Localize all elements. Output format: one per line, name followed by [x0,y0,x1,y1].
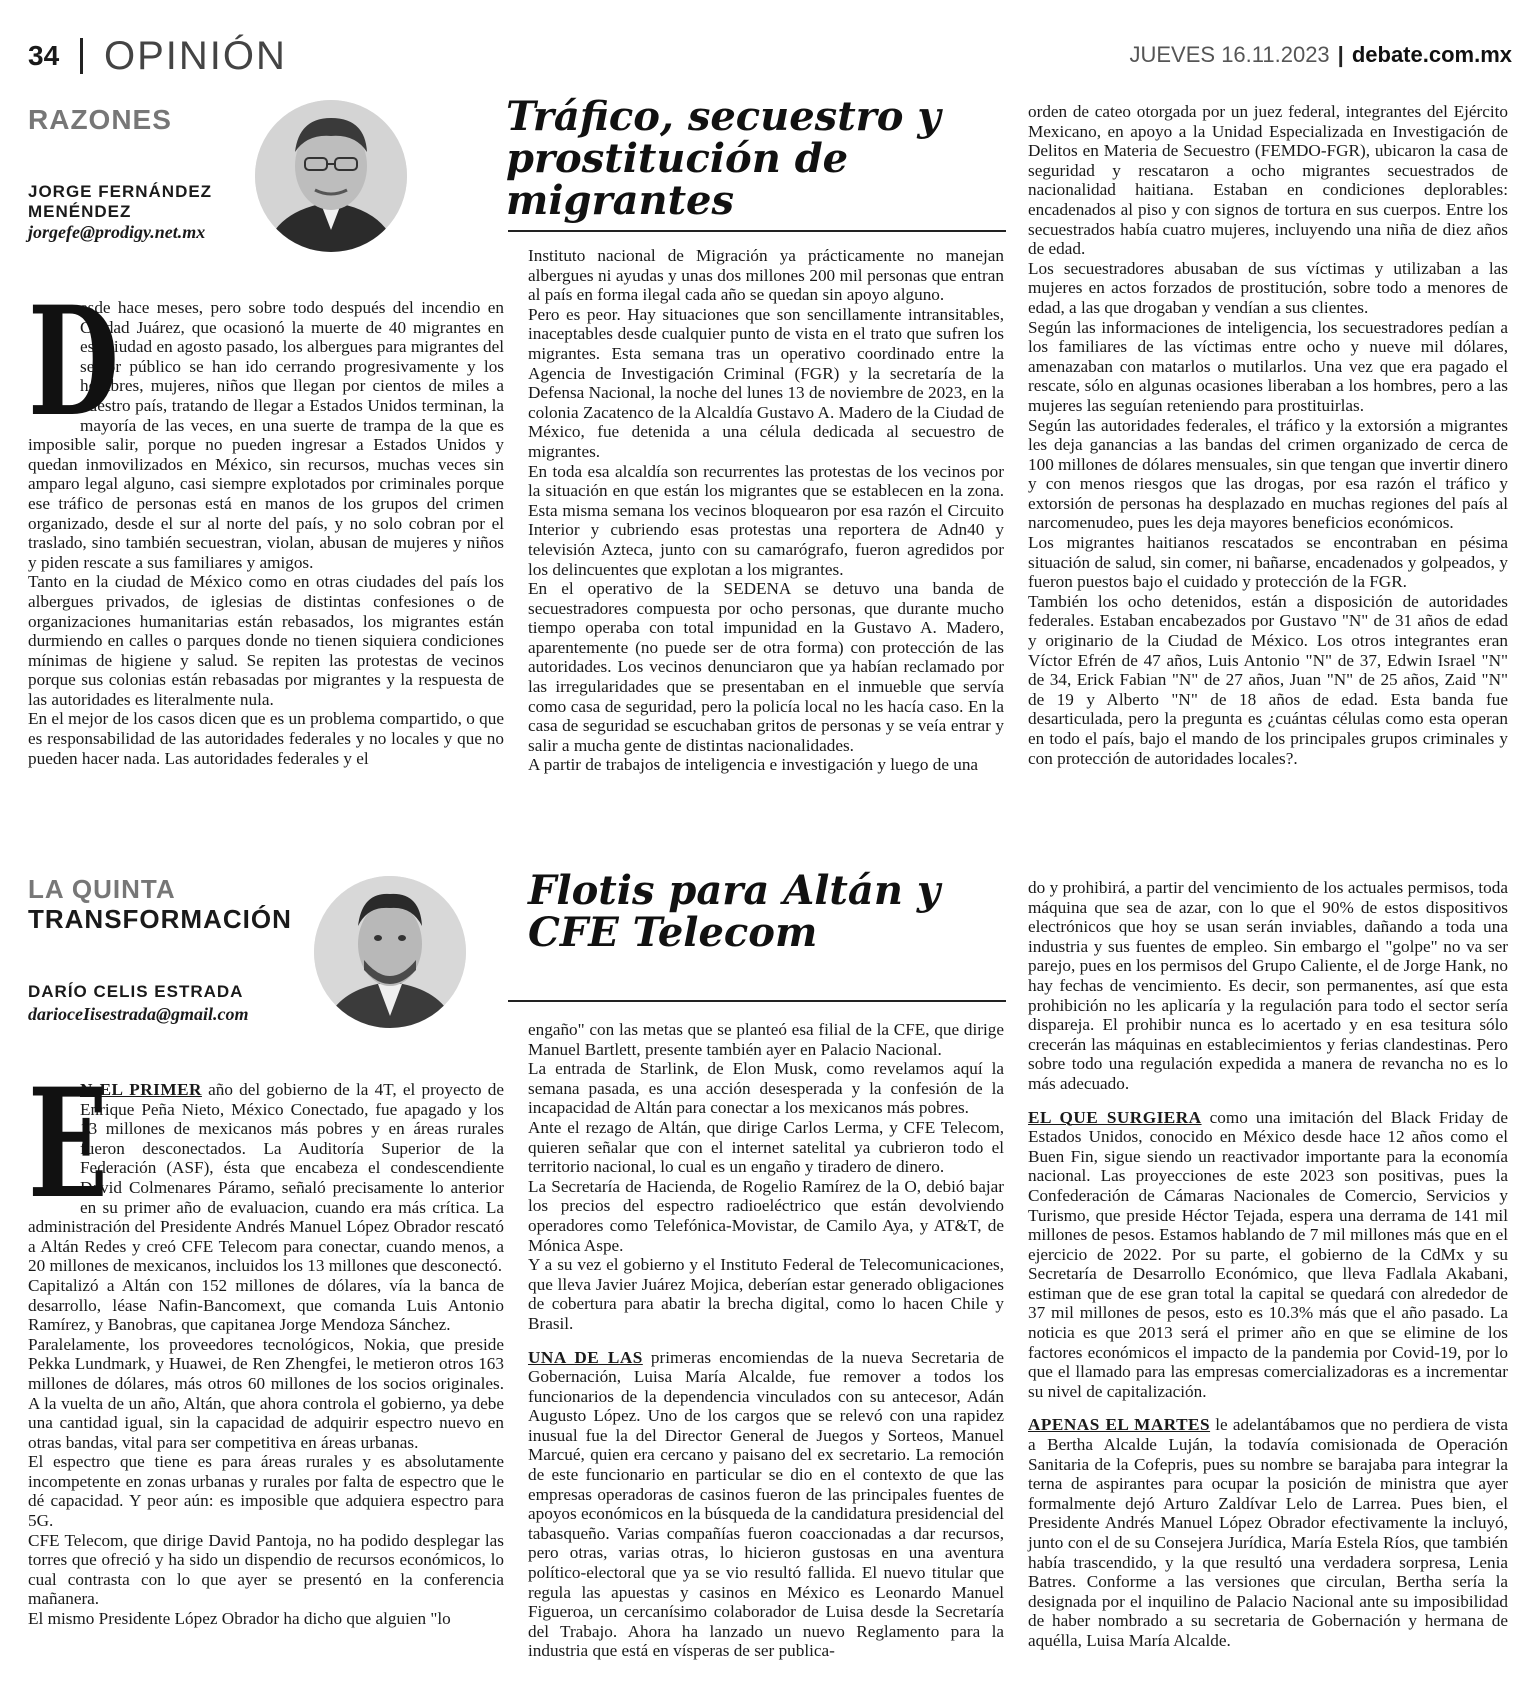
paragraph: esde hace meses, pero sobre todo después del incendio en Ciudad Juárez, que ocasionó la muerte de 40 migrantes en esa ciudad en agosto pasado, los albergues para migrantes del sector público se han ido cerrando progresivamente y los hombres, mujeres, niños que llegan por cientos de miles a nuestro país, tratando de llegar a Estados Unidos terminan, la mayoría de las veces, en una suerte de trampa de la que es imposible salir, porque no pueden ingresar a Estados Unidos y quedan inmovilizados en México, sin recursos, muchas veces sin amparo legal alguno, casi siempre explotados por criminales porque ese tráfico de personas está en manos de los grupos del crimen organizado, desde el sur al norte del país, y no solo cobran por el traslado, sino también secuestran, violan, abusan de mujeres y niños y piden rescate a sus familiares y amigos. [28,298,504,572]
article2-column-2 [528,1020,1004,1661]
dateline [1130,42,1513,68]
paragraph: Pero es peor. Hay situaciones que son sencillamente intransitables, inaceptables desde cualquier punto de vista en el trato que sufren los migrantes. Esta semana tras un operativo coordinado entre la Agencia de Investigación Criminal (FGR) y la secretaría de la Defensa Nacional, la noche del lunes 13 de noviembre de 2023, en la colonia Zacatenco de la Alcaldía Gustavo A. Madero de la Ciudad de México, fue detenida a una célula dedicada al secuestro de migrantes. [528,304,1004,461]
paragraph: Instituto nacional de Migración ya prácticamente no manejan albergues ni ayudas y unas dos millones 200 mil personas que entran al país en forma ilegal cada año se quedan sin apoyo alguno. [528,246,1004,305]
paragraph: A partir de trabajos de inteligencia e investigación y luego de una [528,755,979,775]
article1-column-1 [28,274,504,768]
author-email[interactable]: jorgefe@prodigy.net.mx [28,222,206,242]
paragraph: En toda esa alcaldía son recurrentes las protestas de los vecinos por la situación en que están los migrantes que se establecen en la zona. Esta misma semana los vecinos bloquearon por esa razón el Circuito Interior y cubriendo esas protestas una reportera de Adn40 y televisión Azteca, junto con su camarógrafo, fueron agredidos por los delincuentes que explotan a los migrantes. [528,461,1004,579]
paragraph: La Secretaría de Hacienda, de Rogelio Ramírez de la O, debió bajar los precios del espectro radioeléctrico que están devolviendo operadores como Telefónica-Movistar, de Camilo Aya, y AT&T, de Mónica Aspe. [528,1176,1004,1255]
author-name-line1: JORGE FERNÁNDEZ [28,182,213,201]
drop-cap: D [28,274,120,450]
kicker-line1: LA QUINTA [28,874,176,904]
author-name [28,182,212,222]
author-name-line2: MENÉNDEZ [28,202,132,221]
paragraph: La entrada de Starlink, de Elon Musk, como revelamos aquí la semana pasada, es una acción desesperada y la confesión de la incapacidad de Altán para conectar a los mexicanos más pobres. [528,1059,1004,1118]
paragraph: También los ocho detenidos, están a disposición de autoridades federales. Estaban encabezados por Gustavo "N" de 31 años de edad y originario de la Ciudad de México. Los otros integrantes eran Víctor Efrén de 47 años, Luis Antonio "N" de 37, Edwin Israel "N" de 34, Erick Fabian "N" de 27 años, Juan "N" de 25 años, Zaid "N" de 19 y Alberto "N" de 18 años de edad. Esta banda fue desarticulada, pero la pregunta es ¿cuántas células como esta operan en todo el país, bajo el mando de los principales grupos criminales y con protección de autoridades locales?. [1028,591,1508,768]
page-number: 34 [28,40,60,71]
author-name: DARÍO CELIS ESTRADA [28,982,244,1001]
paragraph: Según las informaciones de inteligencia, los secuestradores pedían a los familiares de las víctimas entre ocho y nueve mil dólares, amenazaban con matarlos o mutilarlos. Una vez que era pagado el rescate, sólo en algunas ocasiones liberaban a los hombres, pero a las mujeres las seguían reteniendo para prostituirlas. [1028,317,1508,415]
section-title: OPINIÓN [104,34,287,78]
paragraph: El mismo Presidente López Obrador ha dicho que alguien "lo [28,1609,451,1629]
paragraph: En el operativo de la SEDENA se detuvo una banda de secuestradores compuesta por ocho personas, que durante mucho tiempo operaba con total impunidad en la Gustavo A. Madero, aparentemente (no puede ser de otra forma) con protección de las autoridades. Los vecinos denunciaron que ya habían reclamado por las irregularidades que se presentaban en el inmueble que servía como casa de seguridad, pero la policía local no les hacía caso. En la casa de seguridad se escuchaban gritos de personas y se veía entrar y salir a mucha gente de distintas nacionalidades. [528,579,1004,755]
issue-date: JUEVES 16.11.2023 [1129,42,1330,67]
column-kicker: RAZONES [28,104,172,135]
lead-in: APENAS EL MARTES [1028,1415,1211,1435]
headline: Flotis para Altán y CFE Telecom [528,867,941,956]
paragraph: Según las autoridades federales, el tráfico y la extorsión a migrantes les deja ganancias a las bandas del crimen organizado de cerca de 100 millones de dólares mensuales, sin que tengan que invertir dinero y con menos riesgos que las drogas, por esa razón el tráfico y extorsión de personas ha desplazado en muchas regiones del país al narcomenudeo, pues les deja mayores beneficios económicos. [1028,415,1508,533]
paragraph: engaño" con las metas que se planteó esa filial de la CFE, que dirige Manuel Bartlett, presente también ayer en Palacio Nacional. [528,1020,1004,1059]
lead-in: UNA DE LAS [528,1347,643,1367]
paragraph: orden de cateo otorgada por un juez federal, integrantes del Ejército Mexicano, en apoyo a la Unidad Especializada en Investigación de Delitos en Materia de Secuestro (FEMDO-FGR), ubicaron la casa de seguridad y rescataron a ocho migrantes secuestrados de nacionalidad haitiana. Estaban en condiciones deplorables: encadenados al piso y con signos de tortura en sus cuerpos. Entre los secuestrados había cuatro mujeres, incluyendo una niña de diez años de edad. [1028,102,1508,259]
lead-in: N EL PRIMER [80,1080,202,1099]
lead-in: EL QUE SURGIERA [1028,1107,1202,1127]
paragraph: Los secuestradores abusaban de sus víctimas y utilizaban a las mujeres en actos forzados de prostitución, sobre todo a menores de edad, a las que drogaban y vendían a sus clientes. [1028,258,1508,317]
kicker-line2: TRANSFORMACIÓN [28,904,292,934]
headline-rule [508,1000,1006,1002]
paragraph: El espectro que tiene es para áreas rurales y es absolutamente incompetente en zonas urbanas y rurales por falta de espectro que le dé capacidad. Y peor aún: es imposible que adquiera espectro para 5G. [28,1452,504,1531]
paragraph: primeras encomiendas de la nueva Secretaria de Gobernación, Luisa María Alcalde, fue remover a todos los funcionarios de la dependencia vinculados con su antecesor, Adán Augusto López. Uno de los cargos que se relevó con una rapidez inusual fue la del Director General de Juegos y Sorteos, Manuel Marcué, quien era cercano y paisano del ex secretario. La remoción de este funcionario en particular se dio en el contexto de que las empresas operadoras de casinos fueron de las principales fuentes de apoyos económicos en la búsqueda de la candidatura presidencial del tabasqueño. Varias compañías fueron coaccionadas a dar recursos, pero otras, varias otras, lo hicieron gustosas en una aventura político-electoral que ya se vio resultó fallida. El nuevo titular que regula las apuestas y casinos en México es Leonardo Manuel Figueroa, un cercanísimo colaborador de Luisa desde la Secretaría del Trabajo. Ahora ha lanzado un nuevo Reglamento para la industria que está en vísperas de ser publica- [528,1347,1004,1661]
paragraph: Los migrantes haitianos rescatados se encontraban en pésima situación de salud, sin comer, ni bañarse, encadenados y golpeados, y fueron puestos bajo el cuidado y protección de la FGR. [1028,533,1508,592]
paragraph: CFE Telecom, que dirige David Pantoja, no ha podido desplegar las torres que ofreció y ha sido un dispendio de recursos económicos, lo cual contrasta con lo que ayer se presentó en la conferencia mañanera. [28,1530,504,1609]
article2-column-1 [28,1056,504,1629]
author-photo [255,100,407,252]
article1-column-2 [528,246,1004,775]
headline-rule [508,230,1006,232]
drop-cap: E [28,1056,109,1232]
author-portrait-icon [314,876,466,1028]
header-divider [80,38,83,74]
author-photo [314,876,466,1028]
article2-column-3 [1028,878,1508,1651]
author-portrait-icon [255,100,407,252]
site-link[interactable]: debate.com.mx [1351,42,1512,67]
article1-column-3 [1028,102,1508,768]
column-kicker [28,874,292,934]
paragraph: le adelantábamos que no perdiera de vista a Bertha Alcalde Luján, la todavía comisionada de Operación Sanitaria de la Cofepris, pues su nombre se barajaba para integrar la terna de aspirantes para ocupar la posición de ministra que ayer formalmente dejó Arturo Zaldívar Lelo de Larrea. Pues bien, el Presidente Andrés Manuel López Obrador efectivamente la incluyó, junto con el de su Consejera Jurídica, María Estela Ríos, que también había trascendido, y la que resultó una verdadera sorpresa, Lenia Batres. Conforme a las versiones que circulan, Bertha sería la designada por el inquilino de Palacio Nacional ante su imposibilidad de haber nombrado a su secretaria de Gobernación y hermana de aquélla, Luisa María Alcalde. [1028,1415,1509,1650]
paragraph: año del gobierno de la 4T, el proyecto de Enrique Peña Nieto, México Conectado, fue apagado y los 13 millones de mexicanos más pobres y en áreas rurales fueron desconectados. La Auditoría Superior de la Federación (ASF), ésta que encabeza el condescendiente David Colmenares Páramo, señaló precisamente lo anterior en su primer año de evaluacion, cuando era más crítica. La administración del Presidente Andrés Manuel López Obrador rescató a Altán Redes y creó CFE Telecom para conectar, cuando menos, a 20 millones de mexicanos, incluidos los 13 millones que desconectó. [28,1080,504,1276]
paragraph: como una imitación del Black Friday de Estados Unidos, conocido en México desde hace 12 años como el Buen Fin, sigue siendo un reactivador importante para la economía nacional. Las proyecciones de este 2023 son positivas, pues la Confederación de Cámaras Nacionales de Comercio, Servicios y Turismo, que preside Héctor Tejada, espera una derrama de 141 mil millones de pesos. Estamos hablando de 7 mil millones más que en el ejercicio de 2022. Por su parte, el gobierno de la CdMx y su Secretaría de Desarrollo Económico, que lleva Fadlala Akabani, estiman que de ese gran total la capital se quedará con alrededor de 37 mil millones de pesos, esto es 10.3% más que el año pasado. La noticia es que 2013 será el primer año en que se elimine de los factores económicos el impacto de la pandemia por Covid-19, por lo que el llamado para las empresas comercializadoras es a incrementar su nivel de capitalización. [1028,1107,1508,1401]
paragraph: do y prohibirá, a partir del vencimiento de los actuales permisos, toda máquina que sea de azar, con lo que el 90% de estos dispositivos electrónicos que hoy se usan serán inviables, dañando a toda una industria y sus fuentes de empleo. Sin embargo el "golpe" no va ser parejo, pues en los permisos del Grupo Caliente, el de Jorge Hank, no hay fechas de vencimiento. Es decir, son permanentes, así que esta prohibición no les aplicaría y la regulación para todo el sector sería dispareja. El prohibir nunca es lo acertado y en esa tesitura sólo crecerán las máquinas en establecimientos y ferias clandestinas. Pero sobre todo una regulación expedida a manera de revancha no es lo más adecuado. [1028,878,1508,1093]
author-email[interactable]: darioceIisestrada@gmail.com [28,1004,249,1024]
dateline-separator: | [1337,42,1344,67]
paragraph: Capitalizó a Altán con 152 millones de dólares, vía la banca de desarrollo, léase Nafin-Bancomext, que comanda Luis Antonio Ramírez, y Banobras, que capitanea Jorge Mendoza Sánchez. [28,1275,504,1335]
headline: Tráfico, secuestro y prostitución de migrantes [506,93,941,224]
paragraph: Paralelamente, los proveedores tecnológicos, Nokia, que preside Pekka Lundmark, y Huawei, de Ren Zhengfei, le metieron otros 163 millones de dólares, más otros 60 millones de los socios originales. A la vuelta de un año, Altán, que ahora controla el gobierno, ya debe una cantidad igual, sin la capacidad de adquirir espectro nuevo en otras bandas, vital para ser competitiva en áreas urbanas. [28,1334,504,1452]
paragraph: En el mejor de los casos dicen que es un problema compartido, o que es responsabilidad de las autoridades federales y no locales y que no pueden hacer nada. Las autoridades federales y el [28,709,504,768]
paragraph: Y a su vez el gobierno y el Instituto Federal de Telecomunicaciones, que lleva Javier Juárez Mojica, deberían estar generado obligaciones de cobertura para abatir la brecha digital, como lo hacen Chile y Brasil. [528,1255,1004,1333]
paragraph: Ante el rezago de Altán, que dirige Carlos Lerma, y CFE Telecom, quieren señalar que con el internet satelital ya cubrieron todo el territorio nacional, lo cual es un engaño y tiradero de dinero. [528,1117,1004,1177]
paragraph: Tanto en la ciudad de México como en otras ciudades del país los albergues privados, de iglesias de distintas confesiones o de organizaciones humanitarias están rebasados, los migrantes están durmiendo en calles o parques donde no tienen siquiera condiciones mínimas de higiene y salud. Se repiten las protestas de vecinos porque sus colonias están rebasadas por migrantes y la respuesta de las autoridades es literalmente nula. [28,572,504,709]
